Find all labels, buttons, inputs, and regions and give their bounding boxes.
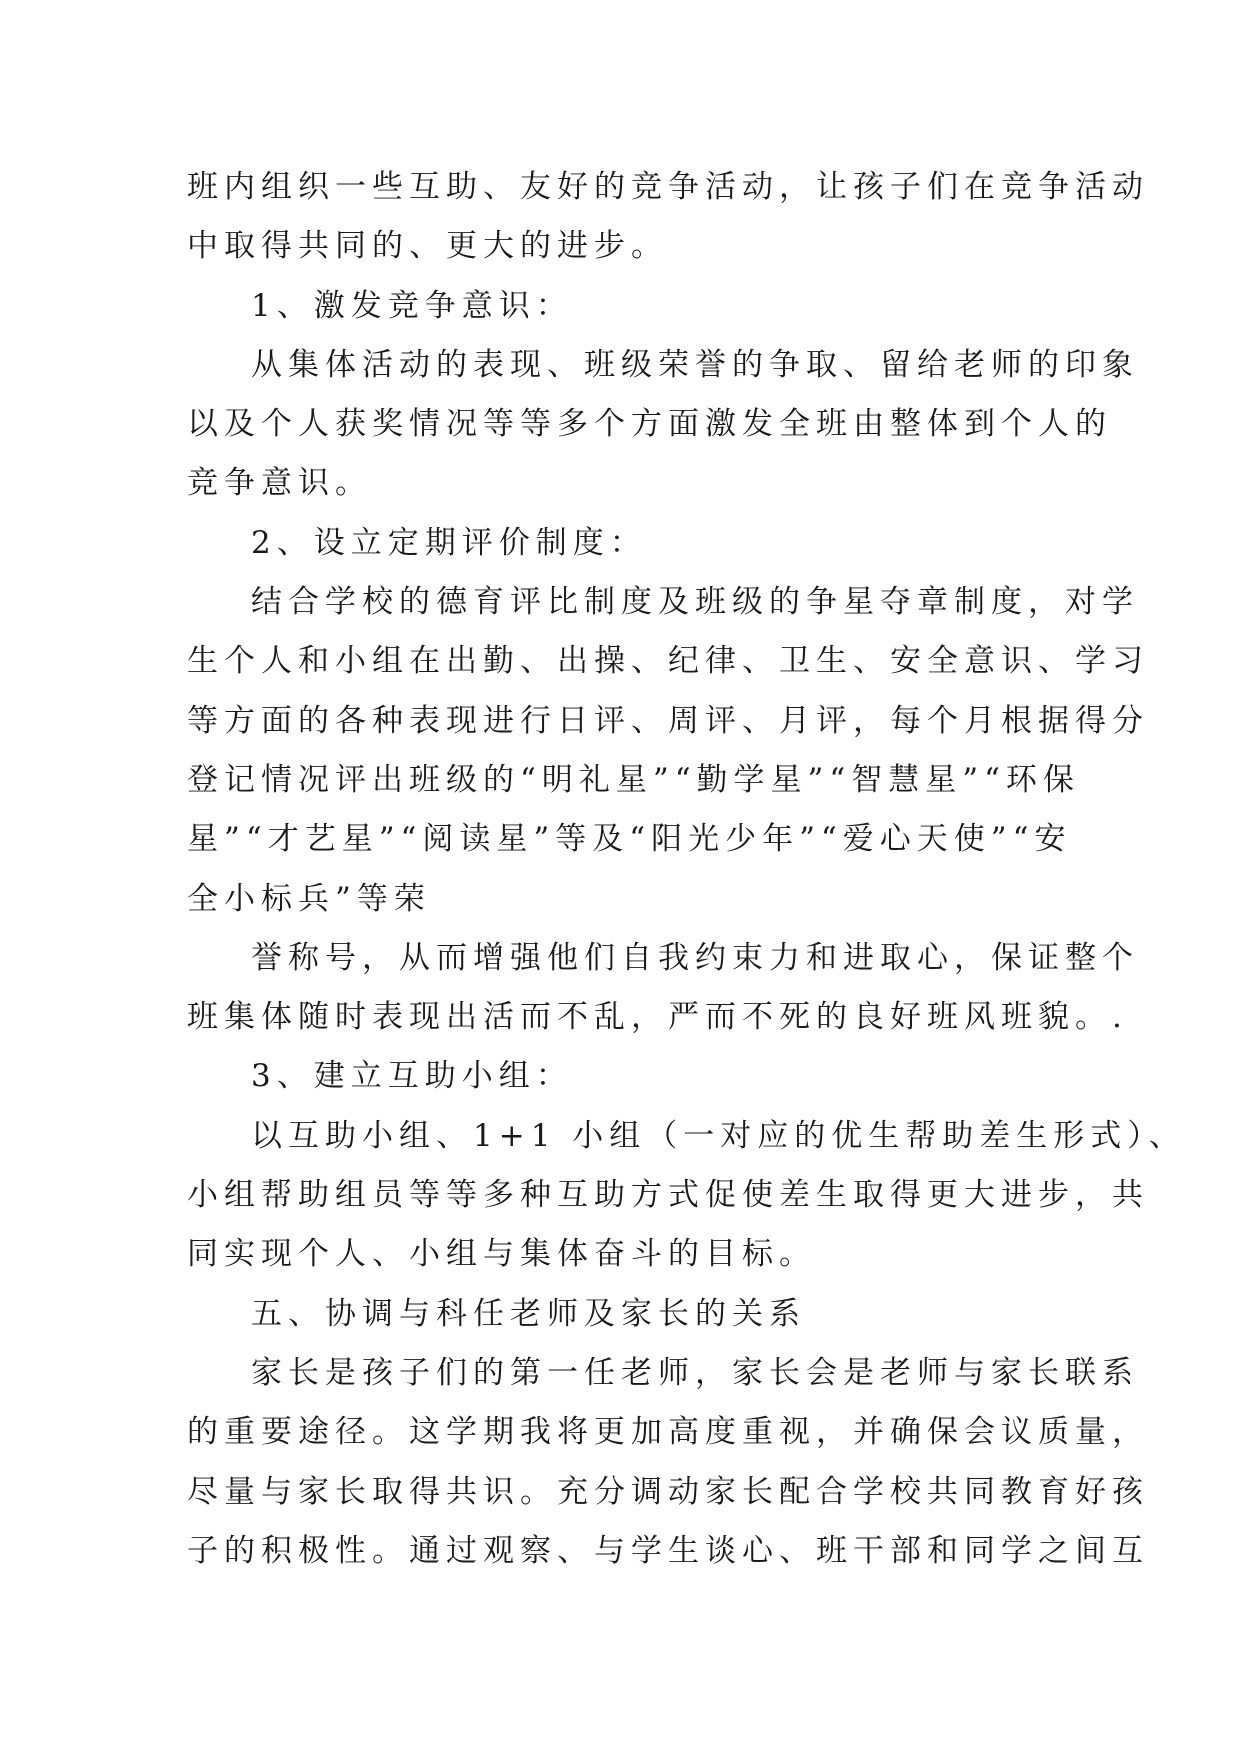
text-line: 生个人和小组在出勤、出操、纪律、卫生、安全意识、学习 xyxy=(187,643,1149,680)
text-line: 中取得共同的、更大的进步。 xyxy=(187,228,668,265)
text-line: 登记情况评出班级的“明礼星”“勤学星”“智慧星”“环保 xyxy=(187,761,1080,798)
text-line: 等方面的各种表现进行日评、周评、月评，每个月根据得分 xyxy=(187,702,1149,739)
text-line: 星”“才艺星”“阅读星”等及“阳光少年”“爱心天使”“安 xyxy=(187,821,1072,858)
text-line: 尽量与家长取得共识。充分调动家长配合学校共同教育好孩 xyxy=(187,1473,1149,1510)
section-heading: 1、激发竞争意识： xyxy=(251,287,573,324)
text-line: 以及个人获奖情况等等多个方面激发全班由整体到个人的 xyxy=(187,406,1112,443)
text-line: 的重要途径。这学期我将更加高度重视，并确保会议质量， xyxy=(187,1414,1149,1451)
text-line: 同实现个人、小组与集体奋斗的目标。 xyxy=(187,1236,816,1273)
text-line: 班集体随时表现出活而不乱，严而不死的良好班风班貌。. xyxy=(187,999,1128,1036)
section-heading: 2、设立定期评价制度： xyxy=(251,524,647,561)
text-line: 家长是孩子们的第一任老师，家长会是老师与家长联系 xyxy=(251,1354,1139,1391)
text-line: 全小标兵”等荣 xyxy=(187,880,431,917)
text-line: 以互助小组、1+1 小组（一对应的优生帮助差生形式）、 xyxy=(251,1117,1186,1154)
text-line: 誉称号，从而增强他们自我约束力和进取心，保证整个 xyxy=(251,939,1139,976)
document-body xyxy=(187,158,1186,1581)
text-line: 班内组织一些互助、友好的竞争活动，让孩子们在竞争活动 xyxy=(187,169,1149,205)
text-line: 从集体活动的表现、班级荣誉的争取、留给老师的印象 xyxy=(251,346,1139,383)
section-heading: 五、协调与科任老师及家长的关系 xyxy=(251,1295,806,1332)
text-line: 竞争意识。 xyxy=(187,465,372,502)
text-line: 子的积极性。通过观察、与学生谈心、班干部和同学之间互 xyxy=(187,1532,1149,1569)
text-line: 小组帮助组员等等多种互助方式促使差生取得更大进步，共 xyxy=(187,1177,1149,1214)
text-line: 结合学校的德育评比制度及班级的争星夺章制度，对学 xyxy=(251,584,1139,621)
section-heading: 3、建立互助小组： xyxy=(251,1058,573,1095)
